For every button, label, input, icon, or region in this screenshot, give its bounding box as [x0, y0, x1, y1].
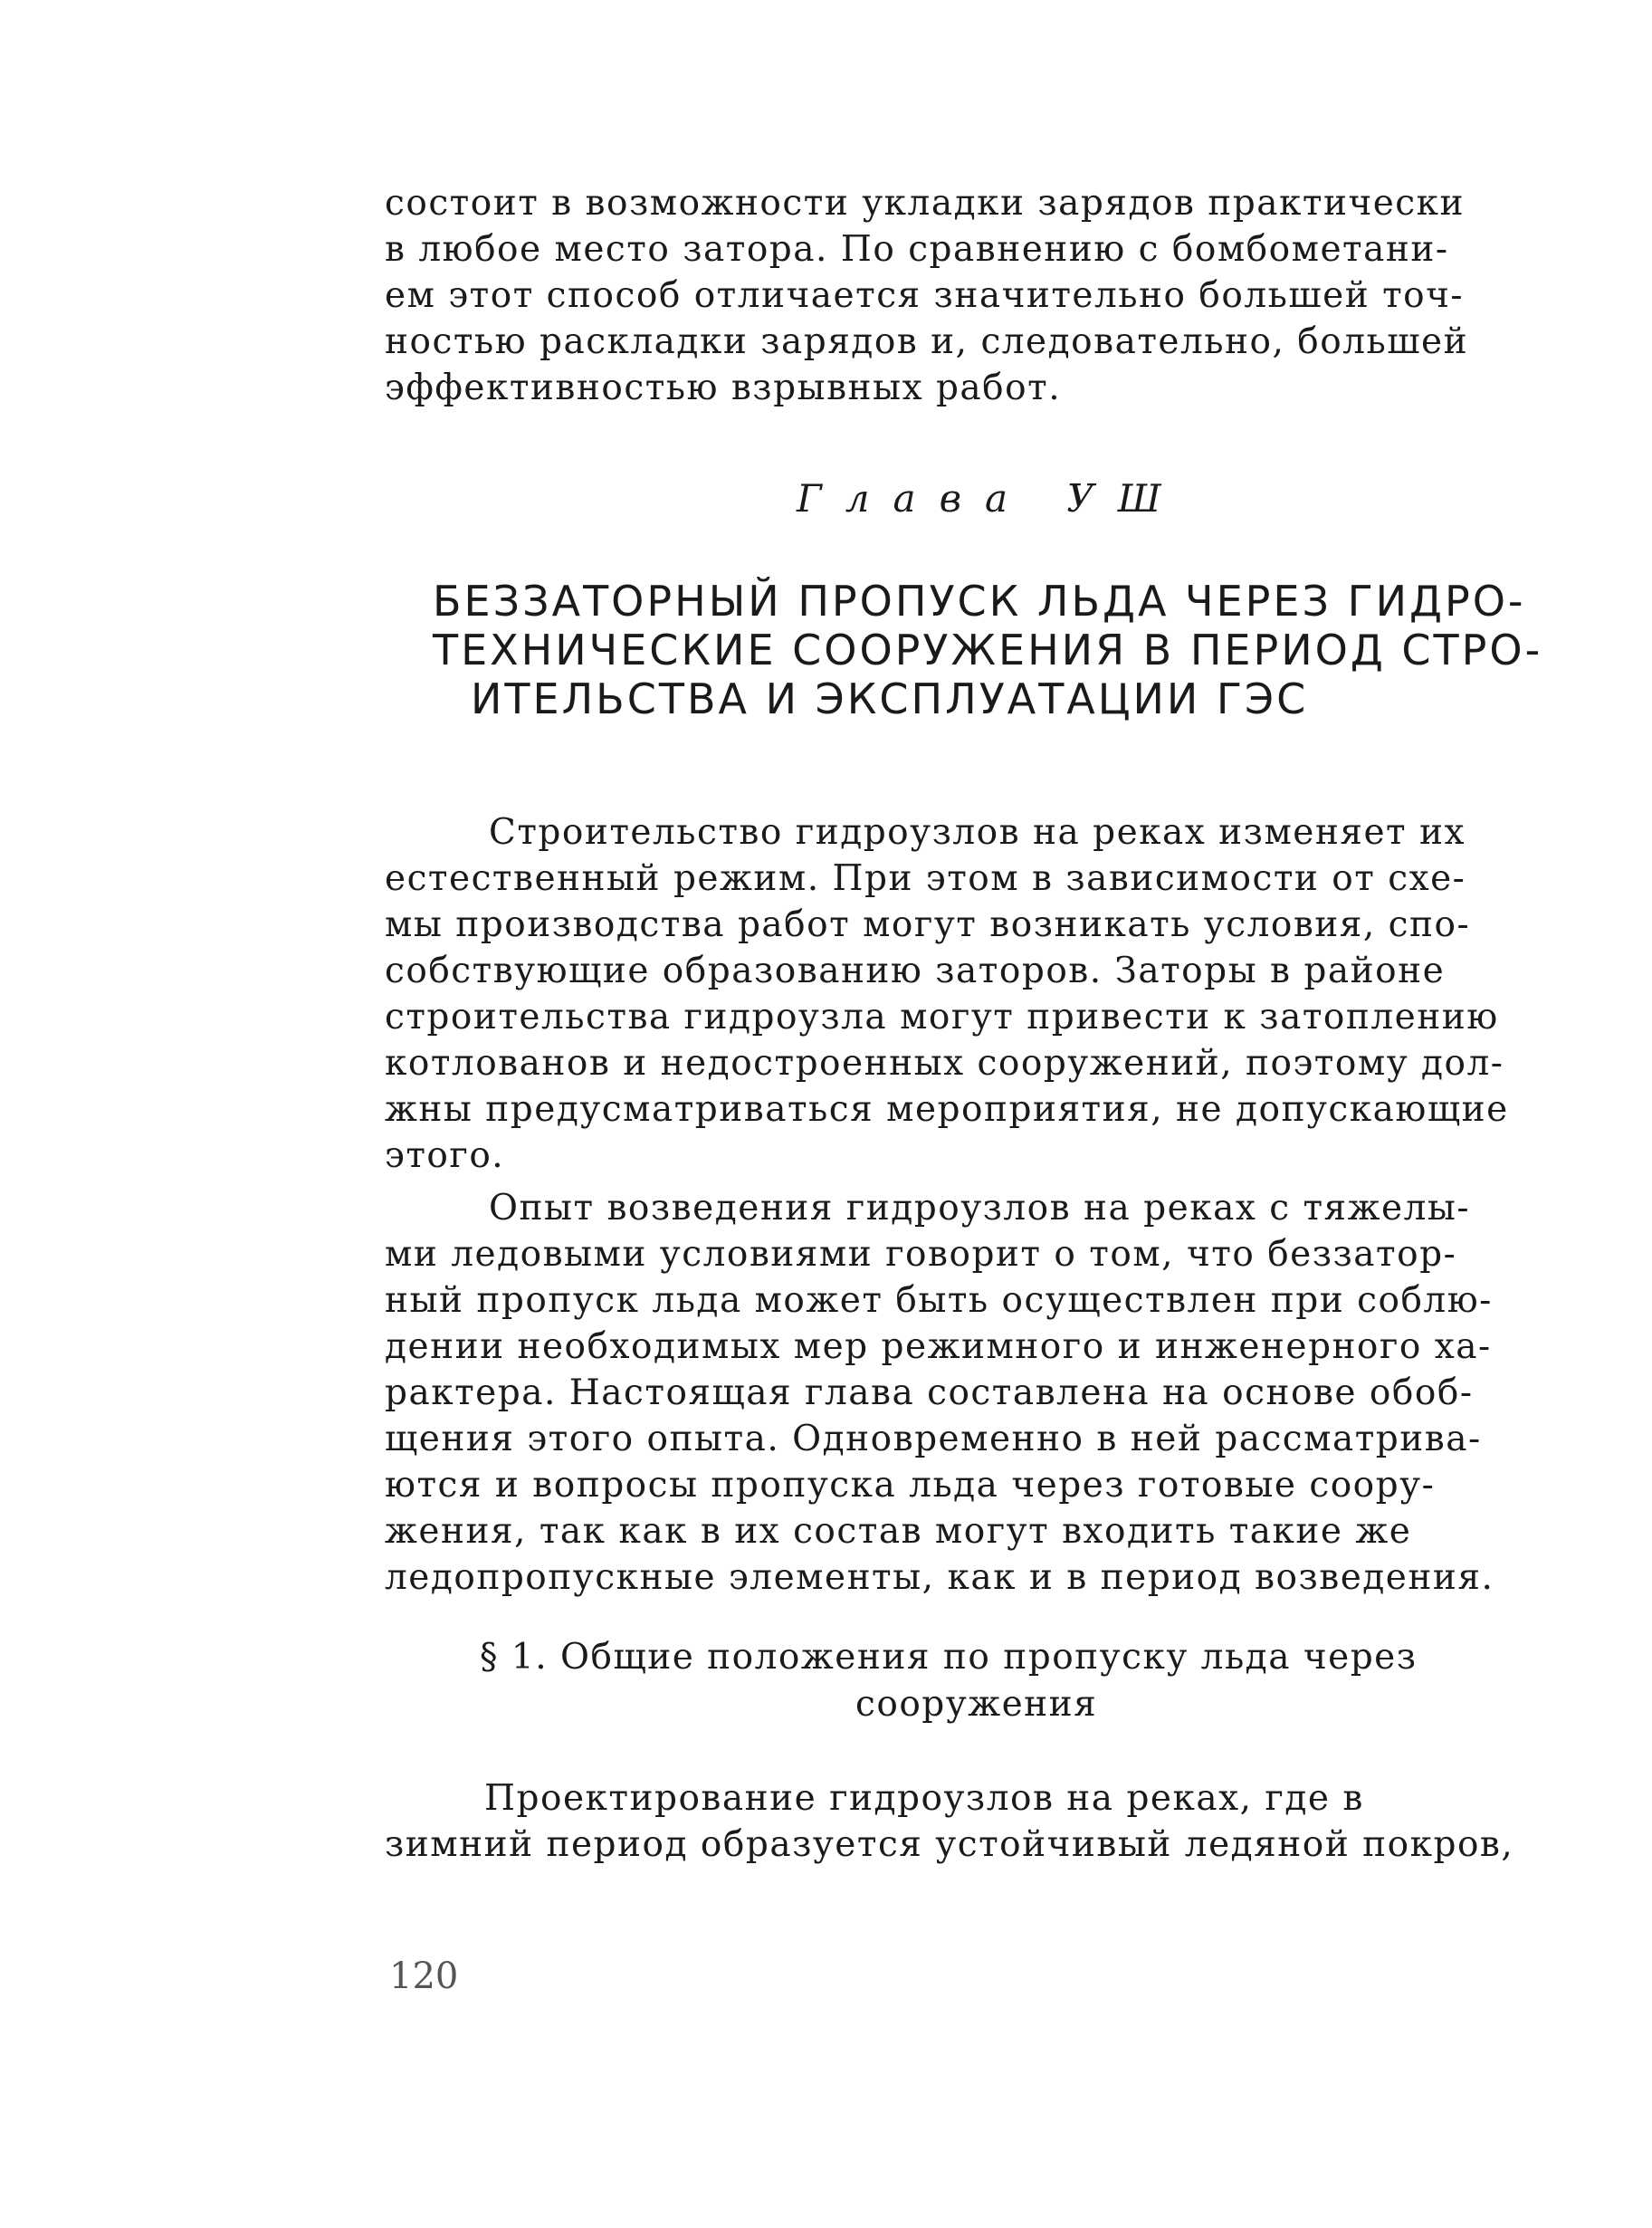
text-line: жения, так как в их состав могут входить такие же — [385, 1511, 1412, 1552]
text-line: ми ледовыми условиями говорит о том, что беззатор- — [385, 1234, 1457, 1275]
text-line: мы производства работ могут возникать условия, спо- — [385, 904, 1471, 945]
text-line: в любое место затора. По сравнению с бомбометани- — [385, 229, 1449, 270]
text-line: ный пропуск льда может быть осуществлен при соблю- — [385, 1280, 1493, 1321]
text-line: жны предусматриваться мероприятия, не допускающие — [385, 1089, 1509, 1130]
text-line: ем этот способ отличается значительно большей точ- — [385, 275, 1465, 316]
section-heading-line: сооружения — [855, 1684, 1098, 1725]
text-line: Опыт возведения гидроузлов на реках с тяжелы- — [489, 1188, 1471, 1229]
text-line: эффективностью взрывных работ. — [385, 368, 1062, 408]
text-line: строительства гидроузла могут привести к затоплению — [385, 997, 1499, 1038]
text-line: Строительство гидроузлов на реках изменяет их — [489, 812, 1466, 853]
text-line: ются и вопросы пропуска льда через готовые соору- — [385, 1465, 1436, 1506]
text-line: естественный режим. При этом в зависимости от схе- — [385, 858, 1466, 899]
text-line: зимний период образуется устойчивый ледяной покров, — [385, 1824, 1514, 1865]
section-heading-line: § 1. Общие положения по пропуску льда через — [480, 1637, 1418, 1678]
chapter-title-line: ТЕХНИЧЕСКИЕ СООРУЖЕНИЯ В ПЕРИОД СТРО- — [433, 626, 1543, 674]
text-line: рактера. Настоящая глава составлена на основе обоб- — [385, 1372, 1474, 1413]
text-line: Проектирование гидроузлов на реках, где в — [484, 1778, 1364, 1819]
chapter-title-line: БЕЗЗАТОРНЫЙ ПРОПУСК ЛЬДА ЧЕРЕЗ ГИДРО- — [433, 577, 1526, 626]
text-line: собствующие образованию заторов. Заторы в районе — [385, 951, 1446, 991]
text-line: щения этого опыта. Одновременно в ней рассматрива- — [385, 1419, 1482, 1459]
text-line: ностью раскладки зарядов и, следовательно, большей — [385, 321, 1469, 362]
page-number: 120 — [389, 1955, 459, 1997]
text-line: состоит в возможности укладки зарядов практически — [385, 183, 1466, 224]
chapter-title-line: ИТЕЛЬСТВА И ЭКСПЛУАТАЦИИ ГЭС — [471, 674, 1309, 723]
text-line: дении необходимых мер режимного и инженерного ха- — [385, 1326, 1492, 1367]
text-line: этого. — [385, 1135, 505, 1176]
text-line: ледопропускные элементы, как и в период возведения. — [385, 1557, 1494, 1598]
chapter-label: Глава УШ — [797, 476, 1185, 521]
text-line: котлованов и недостроенных сооружений, поэтому дол- — [385, 1043, 1504, 1084]
